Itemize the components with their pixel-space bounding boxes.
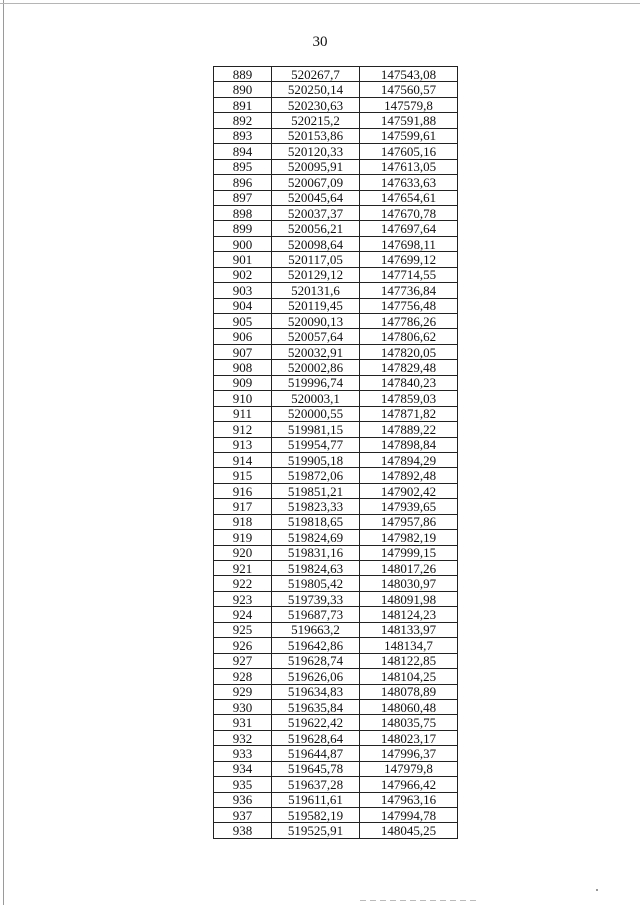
point-number-cell: 889 xyxy=(214,67,272,82)
table-row xyxy=(214,128,458,143)
x-coordinate-cell: 519525,91 xyxy=(272,823,360,838)
point-number-cell: 926 xyxy=(214,638,272,653)
point-number-cell: 915 xyxy=(214,468,272,483)
x-coordinate-cell: 519981,15 xyxy=(272,422,360,437)
point-number-cell: 928 xyxy=(214,669,272,684)
x-coordinate-cell: 519634,83 xyxy=(272,684,360,699)
y-coordinate-cell: 147560,57 xyxy=(360,82,458,97)
y-coordinate-cell: 147939,65 xyxy=(360,499,458,514)
x-coordinate-cell: 520230,63 xyxy=(272,97,360,112)
point-number-cell: 899 xyxy=(214,221,272,236)
point-number-cell: 904 xyxy=(214,298,272,313)
y-coordinate-cell: 148124,23 xyxy=(360,607,458,622)
y-coordinate-cell: 147996,37 xyxy=(360,746,458,761)
x-coordinate-cell: 520215,2 xyxy=(272,113,360,128)
point-number-cell: 906 xyxy=(214,329,272,344)
y-coordinate-cell: 148091,98 xyxy=(360,591,458,606)
point-number-cell: 911 xyxy=(214,406,272,421)
x-coordinate-cell: 519637,28 xyxy=(272,777,360,792)
table-row xyxy=(214,144,458,159)
x-coordinate-cell: 519805,42 xyxy=(272,576,360,591)
x-coordinate-cell: 520067,09 xyxy=(272,175,360,190)
y-coordinate-cell: 147756,48 xyxy=(360,298,458,313)
x-coordinate-cell: 519851,21 xyxy=(272,483,360,498)
y-coordinate-cell: 148035,75 xyxy=(360,715,458,730)
y-coordinate-cell: 147859,03 xyxy=(360,391,458,406)
point-number-cell: 891 xyxy=(214,97,272,112)
point-number-cell: 901 xyxy=(214,252,272,267)
y-coordinate-cell: 147898,84 xyxy=(360,437,458,452)
x-coordinate-cell: 519831,16 xyxy=(272,545,360,560)
scan-edge-bottom xyxy=(360,900,480,901)
table-row xyxy=(214,329,458,344)
y-coordinate-cell: 147698,11 xyxy=(360,236,458,251)
x-coordinate-cell: 520117,05 xyxy=(272,252,360,267)
table-row xyxy=(214,267,458,282)
x-coordinate-cell: 519905,18 xyxy=(272,452,360,467)
x-coordinate-cell: 519818,65 xyxy=(272,514,360,529)
x-coordinate-cell: 519628,74 xyxy=(272,653,360,668)
point-number-cell: 897 xyxy=(214,190,272,205)
y-coordinate-cell: 147605,16 xyxy=(360,144,458,159)
table-row xyxy=(214,730,458,745)
x-coordinate-cell: 520131,6 xyxy=(272,283,360,298)
point-number-cell: 932 xyxy=(214,730,272,745)
y-coordinate-cell: 148078,89 xyxy=(360,684,458,699)
table-row xyxy=(214,97,458,112)
x-coordinate-cell: 519611,61 xyxy=(272,792,360,807)
x-coordinate-cell: 520000,55 xyxy=(272,406,360,421)
point-number-cell: 937 xyxy=(214,808,272,823)
table-row xyxy=(214,607,458,622)
x-coordinate-cell: 520032,91 xyxy=(272,344,360,359)
table-row xyxy=(214,561,458,576)
x-coordinate-cell: 520095,91 xyxy=(272,159,360,174)
y-coordinate-cell: 147699,12 xyxy=(360,252,458,267)
table-row xyxy=(214,298,458,313)
x-coordinate-cell: 519823,33 xyxy=(272,499,360,514)
point-number-cell: 910 xyxy=(214,391,272,406)
y-coordinate-cell: 148133,97 xyxy=(360,622,458,637)
point-number-cell: 905 xyxy=(214,314,272,329)
point-number-cell: 919 xyxy=(214,530,272,545)
point-number-cell: 925 xyxy=(214,622,272,637)
y-coordinate-cell: 147871,82 xyxy=(360,406,458,421)
table-row xyxy=(214,252,458,267)
y-coordinate-cell: 147599,61 xyxy=(360,128,458,143)
y-coordinate-cell: 147889,22 xyxy=(360,422,458,437)
table-row xyxy=(214,483,458,498)
table-row xyxy=(214,422,458,437)
point-number-cell: 914 xyxy=(214,452,272,467)
x-coordinate-cell: 519582,19 xyxy=(272,808,360,823)
page-number: 30 xyxy=(312,34,328,50)
y-coordinate-cell: 147894,29 xyxy=(360,452,458,467)
point-number-cell: 923 xyxy=(214,591,272,606)
y-coordinate-cell: 147633,63 xyxy=(360,175,458,190)
point-number-cell: 929 xyxy=(214,684,272,699)
table-row xyxy=(214,761,458,776)
table-row xyxy=(214,190,458,205)
table-row xyxy=(214,375,458,390)
x-coordinate-cell: 519622,42 xyxy=(272,715,360,730)
table-row xyxy=(214,715,458,730)
y-coordinate-cell: 147670,78 xyxy=(360,205,458,220)
y-coordinate-cell: 148134,7 xyxy=(360,638,458,653)
point-number-cell: 903 xyxy=(214,283,272,298)
point-number-cell: 902 xyxy=(214,267,272,282)
table-row xyxy=(214,221,458,236)
point-number-cell: 922 xyxy=(214,576,272,591)
x-coordinate-cell: 520090,13 xyxy=(272,314,360,329)
table-row xyxy=(214,792,458,807)
x-coordinate-cell: 519824,69 xyxy=(272,530,360,545)
point-number-cell: 921 xyxy=(214,561,272,576)
x-coordinate-cell: 519687,73 xyxy=(272,607,360,622)
y-coordinate-cell: 148122,85 xyxy=(360,653,458,668)
x-coordinate-cell: 519628,64 xyxy=(272,730,360,745)
point-number-cell: 892 xyxy=(214,113,272,128)
y-coordinate-cell: 148045,25 xyxy=(360,823,458,838)
table-row xyxy=(214,113,458,128)
table-row xyxy=(214,283,458,298)
y-coordinate-cell: 147613,05 xyxy=(360,159,458,174)
table-row xyxy=(214,391,458,406)
scan-edge-top xyxy=(0,3,640,4)
table-row xyxy=(214,576,458,591)
y-coordinate-cell: 148017,26 xyxy=(360,561,458,576)
point-number-cell: 912 xyxy=(214,422,272,437)
table-row xyxy=(214,823,458,838)
y-coordinate-cell: 147697,64 xyxy=(360,221,458,236)
table-row xyxy=(214,514,458,529)
point-number-cell: 935 xyxy=(214,777,272,792)
point-number-cell: 916 xyxy=(214,483,272,498)
y-coordinate-cell: 147829,48 xyxy=(360,360,458,375)
x-coordinate-cell: 520045,64 xyxy=(272,190,360,205)
x-coordinate-cell: 520250,14 xyxy=(272,82,360,97)
x-coordinate-cell: 519954,77 xyxy=(272,437,360,452)
y-coordinate-cell: 147543,08 xyxy=(360,67,458,82)
x-coordinate-cell: 519645,78 xyxy=(272,761,360,776)
y-coordinate-cell: 147579,8 xyxy=(360,97,458,112)
table-row xyxy=(214,82,458,97)
x-coordinate-cell: 519996,74 xyxy=(272,375,360,390)
y-coordinate-cell: 147902,42 xyxy=(360,483,458,498)
x-coordinate-cell: 520098,64 xyxy=(272,236,360,251)
table-row xyxy=(214,591,458,606)
table-row xyxy=(214,684,458,699)
y-coordinate-cell: 148060,48 xyxy=(360,699,458,714)
point-number-cell: 893 xyxy=(214,128,272,143)
table-row xyxy=(214,452,458,467)
y-coordinate-cell: 147994,78 xyxy=(360,808,458,823)
table-row xyxy=(214,746,458,761)
point-number-cell: 898 xyxy=(214,205,272,220)
point-number-cell: 913 xyxy=(214,437,272,452)
table-row xyxy=(214,314,458,329)
table-row xyxy=(214,530,458,545)
y-coordinate-cell: 147982,19 xyxy=(360,530,458,545)
table-row xyxy=(214,669,458,684)
table-row xyxy=(214,236,458,251)
y-coordinate-cell: 147591,88 xyxy=(360,113,458,128)
x-coordinate-cell: 519872,06 xyxy=(272,468,360,483)
x-coordinate-cell: 519644,87 xyxy=(272,746,360,761)
y-coordinate-cell: 147840,23 xyxy=(360,375,458,390)
point-number-cell: 920 xyxy=(214,545,272,560)
y-coordinate-cell: 148104,25 xyxy=(360,669,458,684)
point-number-cell: 938 xyxy=(214,823,272,838)
x-coordinate-cell: 520267,7 xyxy=(272,67,360,82)
x-coordinate-cell: 520120,33 xyxy=(272,144,360,159)
y-coordinate-cell: 147966,42 xyxy=(360,777,458,792)
table-row xyxy=(214,406,458,421)
table-row xyxy=(214,205,458,220)
y-coordinate-cell: 147820,05 xyxy=(360,344,458,359)
y-coordinate-cell: 147714,55 xyxy=(360,267,458,282)
x-coordinate-cell: 520056,21 xyxy=(272,221,360,236)
table-row xyxy=(214,499,458,514)
y-coordinate-cell: 147806,62 xyxy=(360,329,458,344)
point-number-cell: 907 xyxy=(214,344,272,359)
scan-speck xyxy=(596,889,598,891)
table-row xyxy=(214,360,458,375)
coordinates-table-body xyxy=(214,67,458,839)
point-number-cell: 930 xyxy=(214,699,272,714)
x-coordinate-cell: 519635,84 xyxy=(272,699,360,714)
y-coordinate-cell: 148030,97 xyxy=(360,576,458,591)
table-row xyxy=(214,808,458,823)
x-coordinate-cell: 519824,63 xyxy=(272,561,360,576)
x-coordinate-cell: 519626,06 xyxy=(272,669,360,684)
y-coordinate-cell: 147736,84 xyxy=(360,283,458,298)
x-coordinate-cell: 520057,64 xyxy=(272,329,360,344)
point-number-cell: 890 xyxy=(214,82,272,97)
table-row xyxy=(214,175,458,190)
y-coordinate-cell: 147999,15 xyxy=(360,545,458,560)
table-row xyxy=(214,437,458,452)
point-number-cell: 896 xyxy=(214,175,272,190)
x-coordinate-cell: 520003,1 xyxy=(272,391,360,406)
y-coordinate-cell: 147963,16 xyxy=(360,792,458,807)
point-number-cell: 909 xyxy=(214,375,272,390)
point-number-cell: 934 xyxy=(214,761,272,776)
table-row xyxy=(214,67,458,82)
point-number-cell: 894 xyxy=(214,144,272,159)
y-coordinate-cell: 147892,48 xyxy=(360,468,458,483)
table-row xyxy=(214,638,458,653)
table-row xyxy=(214,468,458,483)
point-number-cell: 927 xyxy=(214,653,272,668)
table-row xyxy=(214,622,458,637)
point-number-cell: 917 xyxy=(214,499,272,514)
table-row xyxy=(214,653,458,668)
x-coordinate-cell: 520129,12 xyxy=(272,267,360,282)
point-number-cell: 931 xyxy=(214,715,272,730)
y-coordinate-cell: 147654,61 xyxy=(360,190,458,205)
point-number-cell: 936 xyxy=(214,792,272,807)
x-coordinate-cell: 519663,2 xyxy=(272,622,360,637)
point-number-cell: 924 xyxy=(214,607,272,622)
point-number-cell: 908 xyxy=(214,360,272,375)
x-coordinate-cell: 520153,86 xyxy=(272,128,360,143)
y-coordinate-cell: 147979,8 xyxy=(360,761,458,776)
x-coordinate-cell: 520037,37 xyxy=(272,205,360,220)
table-row xyxy=(214,699,458,714)
scan-edge-left xyxy=(3,0,4,905)
x-coordinate-cell: 520119,45 xyxy=(272,298,360,313)
coordinates-table xyxy=(213,66,458,839)
point-number-cell: 895 xyxy=(214,159,272,174)
x-coordinate-cell: 519642,86 xyxy=(272,638,360,653)
y-coordinate-cell: 147957,86 xyxy=(360,514,458,529)
y-coordinate-cell: 147786,26 xyxy=(360,314,458,329)
table-row xyxy=(214,545,458,560)
x-coordinate-cell: 519739,33 xyxy=(272,591,360,606)
x-coordinate-cell: 520002,86 xyxy=(272,360,360,375)
table-row xyxy=(214,159,458,174)
point-number-cell: 900 xyxy=(214,236,272,251)
table-row xyxy=(214,344,458,359)
table-row xyxy=(214,777,458,792)
y-coordinate-cell: 148023,17 xyxy=(360,730,458,745)
point-number-cell: 933 xyxy=(214,746,272,761)
point-number-cell: 918 xyxy=(214,514,272,529)
